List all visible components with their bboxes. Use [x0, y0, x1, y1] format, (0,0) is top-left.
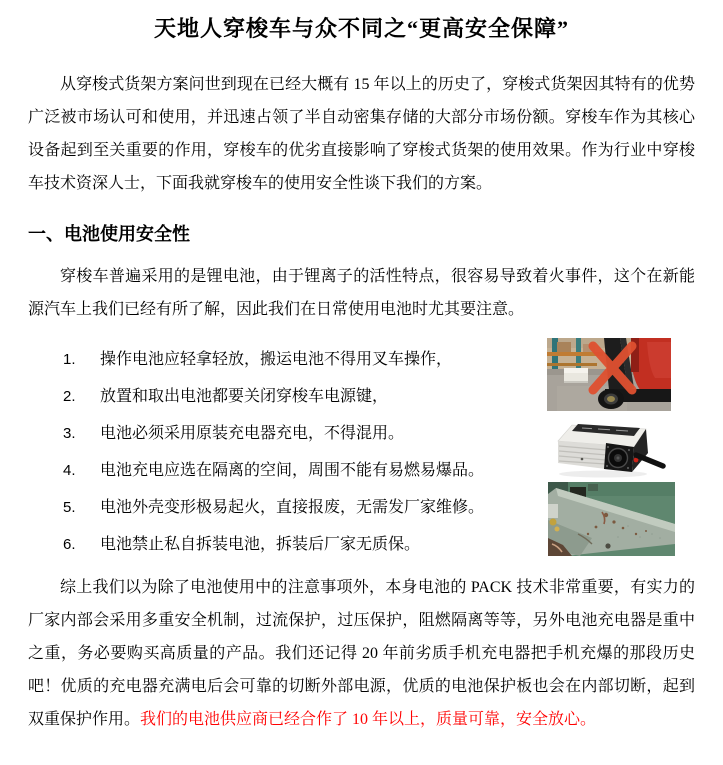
battery-safety-list: [63, 349, 523, 556]
list-item-text: 操作电池应轻拿轻放，搬运电池不得用叉车操作，: [100, 351, 453, 368]
forklift-photo-graphic: [547, 338, 671, 411]
list-item-number: 2.: [63, 388, 76, 405]
page-title: 天地人穿梭车与众不同之“更高安全保障”: [153, 16, 569, 41]
list-item: [63, 460, 523, 482]
list-item: [63, 349, 523, 371]
section-heading: 一、电池使用安全性: [28, 224, 190, 244]
list-item-number: 4.: [63, 462, 76, 479]
charger-photo-graphic: [548, 411, 666, 480]
battery-case-photo-graphic: [548, 482, 675, 556]
list-item-number: 3.: [63, 425, 76, 442]
list-item-number: 1.: [63, 351, 76, 368]
closing-black-text: 综上我们以为除了电池使用中的注意事项外，本身电池的 PACK 技术非常重要，有实力的厂家内部会采用多重安全机制，过流保护，过压保护，阻燃隔离等等，另外电池充电器是重中之重，务必要购买高质量的产品。我们还记得 20 年前劣质手机充电器把手机充爆的那段历史吧！优质的充电器充满电后会可靠的切断外部电源，优质的电池保护板也会在内部切断，起到双重保护作用。: [28, 579, 695, 728]
list-item: [63, 386, 523, 408]
list-item: [63, 534, 523, 556]
list-item-text: 电池禁止私自拆装电池，拆装后厂家无质保。: [100, 536, 421, 553]
list-item: [63, 497, 523, 519]
forklift-warning-photo: [547, 338, 671, 411]
charger-fan: [609, 449, 628, 468]
list-item-text: 电池外壳变形极易起火，直接报废，无需发厂家维修。: [100, 499, 485, 516]
closing-paragraph: [28, 571, 695, 736]
list-item-number: 5.: [63, 499, 76, 516]
intro-paragraph: 从穿梭式货架方案问世到现在已经大概有 15 年以上的历史了，穿梭式货架因其特有的优势广泛被市场认可和使用，并迅速占领了半自动密集存储的大部分市场份额。穿梭车作为其核心设备起到至关重要的作用，穿梭车的优劣直接影响了穿梭式货架的使用效果。作为行业中穿梭车技术资深人士，下面我就穿梭车的使用安全性谈下我们的方案。: [28, 76, 695, 192]
white-box: [564, 368, 588, 383]
closing-red-text: 我们的电池供应商已经合作了 10 年以上，质量可靠，安全放心。: [140, 711, 597, 728]
list-item: [63, 423, 523, 445]
list-item-text: 电池充电应选在隔离的空间，周围不能有易燃易爆品。: [100, 462, 485, 479]
list-item-number: 6.: [63, 536, 76, 553]
battery-charger-photo: [548, 411, 666, 480]
list-item-text: 电池必须采用原装充电器充电，不得混用。: [100, 425, 405, 442]
deformed-battery-case-photo: [548, 482, 675, 556]
section-lead-paragraph: 穿梭车普遍采用的是锂电池，由于锂离子的活性特点，很容易导致着火事件，这个在新能源汽车上我们已经有所了解，因此我们在日常使用电池时尤其要注意。: [28, 268, 695, 318]
list-item-text: 放置和取出电池都要关闭穿梭车电源键，: [100, 388, 389, 405]
